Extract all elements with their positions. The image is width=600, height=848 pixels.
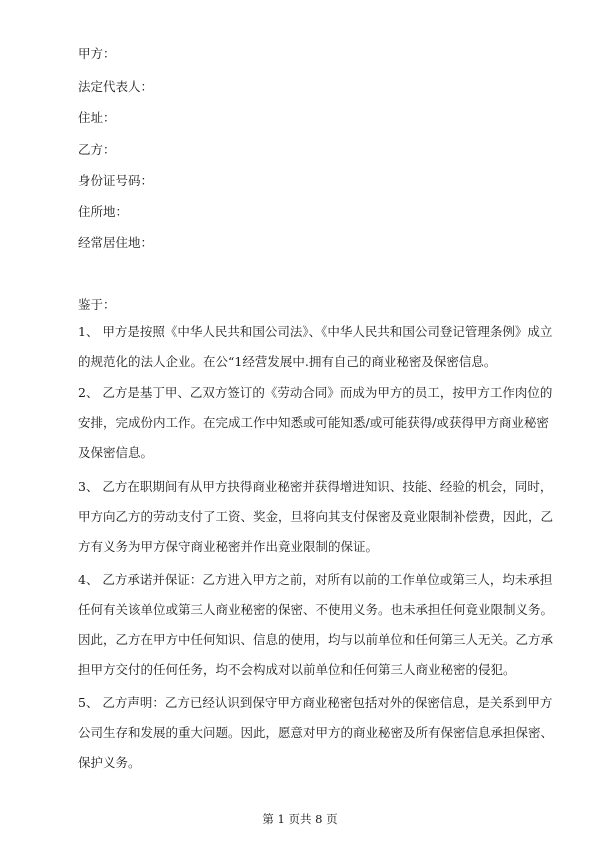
clause-2-line-2: 安排，完成份内工作。在完成工作中知悉或可能知悉/或可能获得/或获得甲方商业秘密 [78,415,549,430]
whereas-clause-1 [78,317,553,377]
party-a-label: 甲方： [78,46,116,61]
whereas-clause-2 [78,378,553,468]
clause-4-line-2: 任何有关该单位或第三人商业秘密的保密、不使用义务。也未承担任何竟业限制义务。 [78,602,554,617]
clause-4-line-4: 担甲方交付的任何任务，均不会构成对以前单位和任何第三人商业秘密的侵犯。 [78,662,516,677]
whereas-clause-3 [78,472,554,562]
clause-5-line-1: 5、 乙方声明：乙方已经认识到保守甲方商业秘密包括对外的保密信息，是关系到甲方 [78,695,553,710]
whereas-clause-4 [78,565,554,685]
clause-5-line-3: 保护义务。 [78,755,141,770]
clause-1-line-1: 1、 甲方是按照《中华人民共和国公司法》、《中华人民共和国公司登记管理条例》成立 [78,324,553,339]
clause-2-line-1: 2、 乙方是基丁甲、乙双方签订的《劳动合同》而成为甲方的员工，按甲方工作肉位的 [78,385,553,400]
id-number-label: 身份证号码： [78,173,154,188]
clause-5-line-2: 公司生存和发展的重大问题。因此，愿意对甲方的商业秘密及所有保密信息承担保密、 [78,725,554,740]
clause-3-line-3: 方有义务为甲方保守商业秘密并作出竟业限制的保证。 [78,539,379,554]
habitual-residence-label: 经常居住地： [78,235,154,250]
legal-representative-label: 法定代表人： [78,79,154,94]
residence-label: 住所地： [78,204,129,219]
party-b-label: 乙方： [78,142,116,157]
whereas-heading: 鉴于： [78,297,116,312]
clause-2-line-3: 及保密信息。 [78,445,154,460]
whereas-clause-5 [78,688,554,778]
page-indicator: 第 1 页共 8 页 [262,812,338,826]
clause-3-line-2: 甲方向乙方的劳动支付了工资、奖金，旦将向其支付保密及竟业限制补偿费，因此，乙 [78,509,554,524]
clause-1-line-2: 的规范化的法人企业。在公“1经营发展中.拥有自己的商业秘密及保密信息。 [78,354,497,369]
address-label: 住址： [78,110,116,125]
clause-3-line-1: 3、 乙方在职期间有从甲方抉得商业秘密并获得增进知识、技能、经验的机会，同时， [78,479,553,494]
clause-4-line-3: 因此，乙方在甲方中任何知识、信息的使用，均与以前单位和任何第三人无关。乙方承 [78,632,554,647]
clause-4-line-1: 4、 乙方承诺并保证：乙方进入甲方之前，对所有以前的工作单位或第三人，均未承担 [78,572,553,587]
